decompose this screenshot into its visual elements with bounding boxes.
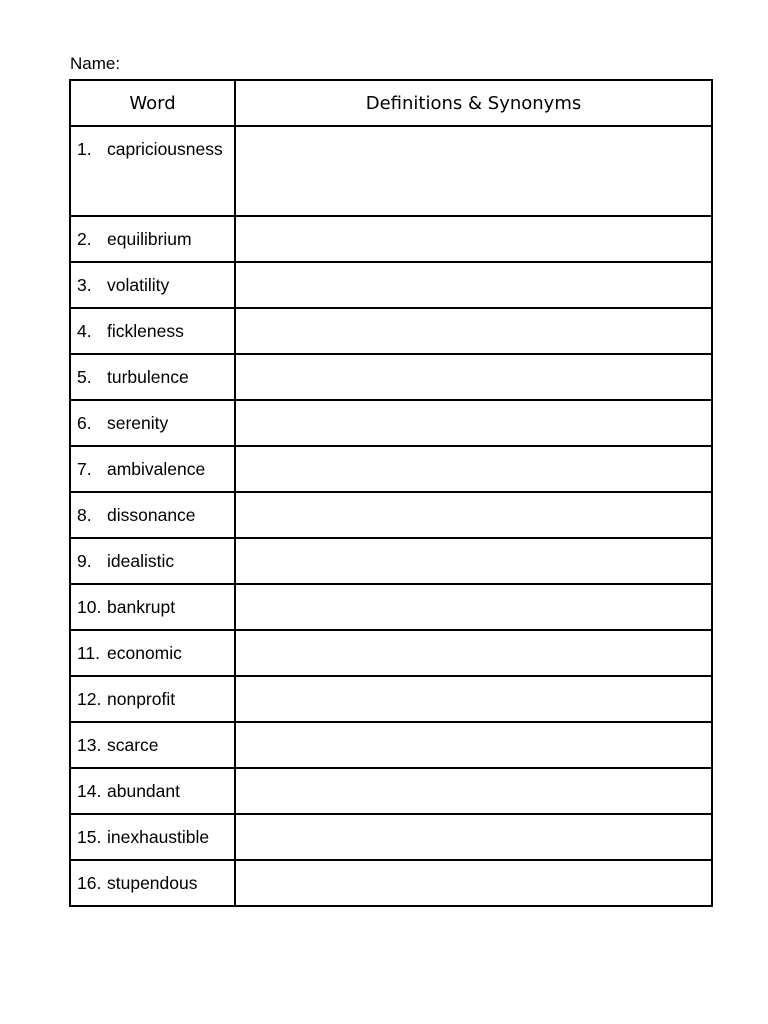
vocabulary-table [69,79,713,907]
vocab-word: equilibrium [107,229,192,249]
vocab-word: turbulence [107,367,189,387]
word-cell [70,216,235,262]
vocab-word: economic [107,643,182,663]
definition-cell[interactable] [235,860,712,906]
row-number: 16. [77,873,102,893]
table-row [70,722,712,768]
definition-cell[interactable] [235,446,712,492]
word-cell [70,538,235,584]
table-row [70,262,712,308]
definition-cell[interactable] [235,308,712,354]
word-cell [70,768,235,814]
definition-cell[interactable] [235,354,712,400]
definition-cell[interactable] [235,492,712,538]
vocab-word: ambivalence [107,459,206,479]
row-number: 1. [77,139,92,159]
word-column-header: Word [70,80,235,126]
vocab-word: dissonance [107,505,196,525]
row-number: 11. [77,643,101,663]
table-row [70,768,712,814]
vocab-word: bankrupt [107,597,176,617]
definition-cell[interactable] [235,630,712,676]
definition-cell[interactable] [235,676,712,722]
word-cell [70,722,235,768]
definitions-column-header: Definitions & Synonyms [235,80,712,126]
table-row [70,860,712,906]
definition-cell[interactable] [235,538,712,584]
vocab-word: serenity [107,413,169,433]
definition-cell[interactable] [235,768,712,814]
row-number: 10. [77,597,102,617]
row-number: 14. [77,781,102,801]
table-row [70,584,712,630]
table-row [70,354,712,400]
word-cell [70,630,235,676]
vocab-word: scarce [107,735,159,755]
row-number: 4. [77,321,92,341]
table-row [70,308,712,354]
row-number: 2. [77,229,92,249]
row-number: 3. [77,275,92,295]
word-cell [70,860,235,906]
vocab-word: volatility [107,275,170,295]
vocab-word: stupendous [107,873,198,893]
word-cell [70,308,235,354]
definition-cell[interactable] [235,814,712,860]
vocab-word: inexhaustible [107,827,210,847]
word-cell [70,584,235,630]
table-row [70,676,712,722]
word-cell [70,492,235,538]
row-number: 13. [77,735,102,755]
row-number: 15. [77,827,102,847]
row-number: 8. [77,505,92,525]
table-row [70,814,712,860]
table-row [70,538,712,584]
vocab-word: abundant [107,781,180,801]
vocab-word: fickleness [107,321,184,341]
table-row [70,492,712,538]
definition-cell[interactable] [235,722,712,768]
word-cell [70,126,235,216]
word-cell [70,676,235,722]
vocab-word: nonprofit [107,689,176,709]
vocab-word: idealistic [107,551,175,571]
definition-cell[interactable] [235,400,712,446]
definition-cell[interactable] [235,216,712,262]
definition-cell[interactable] [235,584,712,630]
row-number: 9. [77,551,92,571]
table-header-row [70,80,712,126]
name-label: Name: [70,54,121,73]
row-number: 7. [77,459,92,479]
word-cell [70,446,235,492]
definition-cell[interactable] [235,126,712,216]
word-cell [70,400,235,446]
word-cell [70,814,235,860]
word-cell [70,262,235,308]
definition-cell[interactable] [235,262,712,308]
row-number: 5. [77,367,92,387]
vocab-word: capriciousness [107,139,223,159]
word-cell [70,354,235,400]
table-row [70,216,712,262]
row-number: 6. [77,413,92,433]
table-row [70,446,712,492]
row-number: 12. [77,689,102,709]
table-row [70,400,712,446]
table-row [70,126,712,216]
table-row [70,630,712,676]
